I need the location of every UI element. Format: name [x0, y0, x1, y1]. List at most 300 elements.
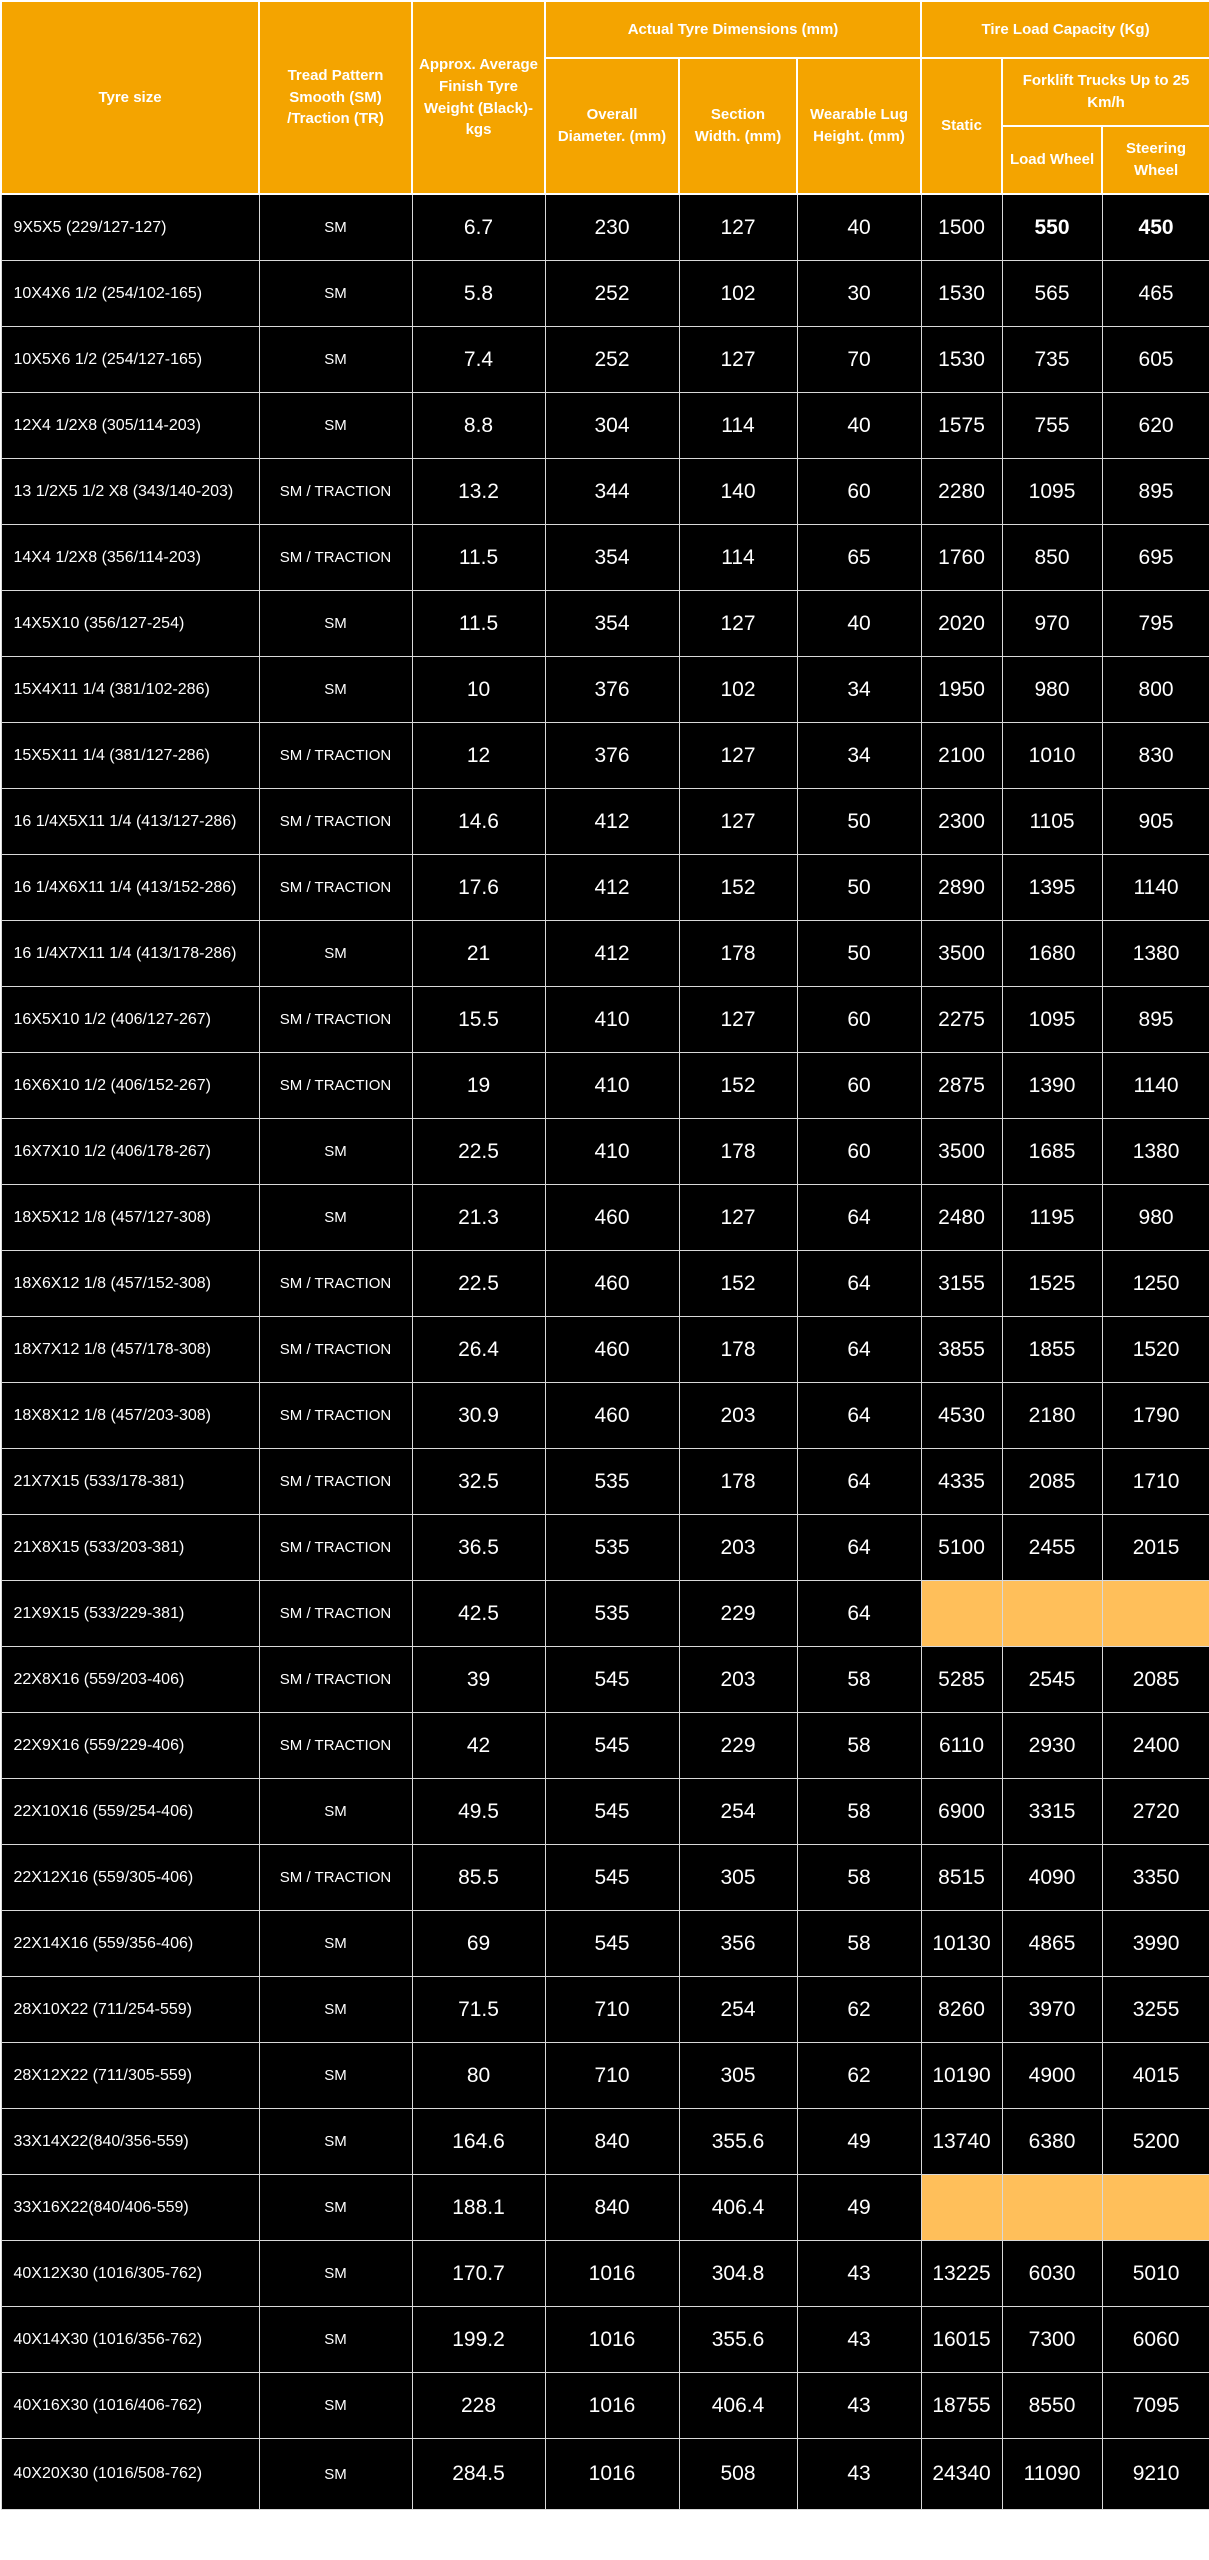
cell-overall-diameter: 535: [545, 1581, 679, 1647]
cell-steering-wheel: 830: [1102, 723, 1209, 789]
cell-load-wheel: 1010: [1002, 723, 1102, 789]
cell-static: 1760: [921, 525, 1002, 591]
cell-lug-height: 60: [797, 459, 921, 525]
header-steering-wheel: Steering Wheel: [1102, 126, 1209, 194]
table-row: [1, 1119, 1209, 1185]
cell-steering-wheel: 450: [1102, 194, 1209, 261]
cell-static: [921, 2175, 1002, 2241]
cell-tyre-size: 18X8X12 1/8 (457/203-308): [1, 1383, 259, 1449]
cell-section-width: 127: [679, 723, 797, 789]
cell-lug-height: 50: [797, 921, 921, 987]
table-header: [1, 1, 1209, 194]
cell-load-wheel: 1680: [1002, 921, 1102, 987]
cell-steering-wheel: 2400: [1102, 1713, 1209, 1779]
cell-weight: 164.6: [412, 2109, 545, 2175]
cell-section-width: 304.8: [679, 2241, 797, 2307]
cell-steering-wheel: 1790: [1102, 1383, 1209, 1449]
cell-overall-diameter: 1016: [545, 2373, 679, 2439]
cell-steering-wheel: 6060: [1102, 2307, 1209, 2373]
cell-load-wheel: [1002, 2175, 1102, 2241]
cell-static: 4530: [921, 1383, 1002, 1449]
cell-static: 2875: [921, 1053, 1002, 1119]
cell-steering-wheel: 620: [1102, 393, 1209, 459]
cell-steering-wheel: 1140: [1102, 1053, 1209, 1119]
cell-section-width: 355.6: [679, 2109, 797, 2175]
cell-static: 2275: [921, 987, 1002, 1053]
cell-tyre-size: 22X14X16 (559/356-406): [1, 1911, 259, 1977]
cell-load-wheel: [1002, 1581, 1102, 1647]
cell-tyre-size: 16 1/4X5X11 1/4 (413/127-286): [1, 789, 259, 855]
table-row: [1, 1053, 1209, 1119]
cell-overall-diameter: 410: [545, 987, 679, 1053]
table-row: [1, 1449, 1209, 1515]
cell-lug-height: 50: [797, 789, 921, 855]
cell-steering-wheel: 1250: [1102, 1251, 1209, 1317]
cell-lug-height: 62: [797, 1977, 921, 2043]
cell-load-wheel: 1195: [1002, 1185, 1102, 1251]
header-static: Static: [921, 58, 1002, 194]
cell-tread-pattern: SM: [259, 2307, 412, 2373]
cell-weight: 188.1: [412, 2175, 545, 2241]
cell-section-width: 114: [679, 393, 797, 459]
cell-overall-diameter: 460: [545, 1383, 679, 1449]
table-row: [1, 2373, 1209, 2439]
cell-static: [921, 1581, 1002, 1647]
header-forklift: Forklift Trucks Up to 25 Km/h: [1002, 58, 1209, 126]
cell-lug-height: 58: [797, 1647, 921, 1713]
cell-static: 1950: [921, 657, 1002, 723]
cell-load-wheel: 755: [1002, 393, 1102, 459]
cell-tread-pattern: SM: [259, 194, 412, 261]
cell-tyre-size: 14X5X10 (356/127-254): [1, 591, 259, 657]
cell-weight: 284.5: [412, 2439, 545, 2510]
cell-tyre-size: 16X6X10 1/2 (406/152-267): [1, 1053, 259, 1119]
cell-overall-diameter: 354: [545, 525, 679, 591]
cell-section-width: 127: [679, 591, 797, 657]
cell-lug-height: 50: [797, 855, 921, 921]
cell-weight: 21.3: [412, 1185, 545, 1251]
cell-static: 1575: [921, 393, 1002, 459]
cell-load-wheel: 2085: [1002, 1449, 1102, 1515]
table-row: [1, 1317, 1209, 1383]
cell-tread-pattern: SM: [259, 2109, 412, 2175]
cell-tread-pattern: SM / TRACTION: [259, 987, 412, 1053]
cell-steering-wheel: 4015: [1102, 2043, 1209, 2109]
cell-tread-pattern: SM / TRACTION: [259, 1383, 412, 1449]
cell-weight: 11.5: [412, 591, 545, 657]
cell-tyre-size: 33X14X22(840/356-559): [1, 2109, 259, 2175]
cell-section-width: 127: [679, 789, 797, 855]
cell-tyre-size: 13 1/2X5 1/2 X8 (343/140-203): [1, 459, 259, 525]
cell-lug-height: 60: [797, 1119, 921, 1185]
cell-static: 10190: [921, 2043, 1002, 2109]
table-row: [1, 2439, 1209, 2510]
cell-steering-wheel: 1520: [1102, 1317, 1209, 1383]
cell-section-width: 127: [679, 1185, 797, 1251]
cell-load-wheel: 970: [1002, 591, 1102, 657]
cell-load-wheel: 735: [1002, 327, 1102, 393]
cell-section-width: 355.6: [679, 2307, 797, 2373]
cell-overall-diameter: 354: [545, 591, 679, 657]
cell-load-wheel: 1685: [1002, 1119, 1102, 1185]
cell-overall-diameter: 545: [545, 1713, 679, 1779]
table-row: [1, 2307, 1209, 2373]
cell-weight: 6.7: [412, 194, 545, 261]
cell-load-wheel: 6030: [1002, 2241, 1102, 2307]
cell-overall-diameter: 710: [545, 2043, 679, 2109]
cell-lug-height: 64: [797, 1515, 921, 1581]
cell-static: 1500: [921, 194, 1002, 261]
cell-weight: 7.4: [412, 327, 545, 393]
cell-section-width: 102: [679, 657, 797, 723]
cell-tyre-size: 10X5X6 1/2 (254/127-165): [1, 327, 259, 393]
cell-overall-diameter: 252: [545, 327, 679, 393]
cell-lug-height: 30: [797, 261, 921, 327]
table-row: [1, 1251, 1209, 1317]
cell-section-width: 203: [679, 1383, 797, 1449]
cell-load-wheel: 850: [1002, 525, 1102, 591]
cell-static: 5285: [921, 1647, 1002, 1713]
table-row: [1, 789, 1209, 855]
cell-static: 5100: [921, 1515, 1002, 1581]
header-tyre-size: Tyre size: [1, 1, 259, 194]
cell-lug-height: 34: [797, 657, 921, 723]
cell-tyre-size: 10X4X6 1/2 (254/102-165): [1, 261, 259, 327]
cell-section-width: 254: [679, 1779, 797, 1845]
cell-overall-diameter: 412: [545, 855, 679, 921]
cell-load-wheel: 1095: [1002, 459, 1102, 525]
cell-tread-pattern: SM: [259, 1911, 412, 1977]
cell-tyre-size: 12X4 1/2X8 (305/114-203): [1, 393, 259, 459]
cell-lug-height: 43: [797, 2439, 921, 2510]
cell-steering-wheel: 2015: [1102, 1515, 1209, 1581]
cell-tyre-size: 16X5X10 1/2 (406/127-267): [1, 987, 259, 1053]
cell-tyre-size: 22X10X16 (559/254-406): [1, 1779, 259, 1845]
cell-steering-wheel: 1380: [1102, 921, 1209, 987]
table-row: [1, 2043, 1209, 2109]
cell-section-width: 229: [679, 1581, 797, 1647]
table-row: [1, 2241, 1209, 2307]
cell-lug-height: 40: [797, 194, 921, 261]
cell-section-width: 305: [679, 1845, 797, 1911]
cell-lug-height: 64: [797, 1185, 921, 1251]
cell-tread-pattern: SM / TRACTION: [259, 1449, 412, 1515]
cell-tread-pattern: SM / TRACTION: [259, 789, 412, 855]
cell-static: 3500: [921, 1119, 1002, 1185]
cell-tyre-size: 22X9X16 (559/229-406): [1, 1713, 259, 1779]
cell-steering-wheel: 605: [1102, 327, 1209, 393]
cell-overall-diameter: 410: [545, 1119, 679, 1185]
cell-section-width: 203: [679, 1515, 797, 1581]
cell-overall-diameter: 1016: [545, 2439, 679, 2510]
cell-weight: 30.9: [412, 1383, 545, 1449]
cell-static: 2890: [921, 855, 1002, 921]
cell-steering-wheel: 3990: [1102, 1911, 1209, 1977]
cell-lug-height: 58: [797, 1845, 921, 1911]
cell-lug-height: 43: [797, 2307, 921, 2373]
cell-load-wheel: 1855: [1002, 1317, 1102, 1383]
cell-load-wheel: 6380: [1002, 2109, 1102, 2175]
cell-tread-pattern: SM / TRACTION: [259, 1053, 412, 1119]
cell-tyre-size: 16 1/4X6X11 1/4 (413/152-286): [1, 855, 259, 921]
table-row: [1, 2175, 1209, 2241]
cell-tread-pattern: SM: [259, 921, 412, 987]
cell-tread-pattern: SM / TRACTION: [259, 459, 412, 525]
cell-tyre-size: 15X4X11 1/4 (381/102-286): [1, 657, 259, 723]
cell-load-wheel: 7300: [1002, 2307, 1102, 2373]
table-row: [1, 1779, 1209, 1845]
cell-static: 8515: [921, 1845, 1002, 1911]
cell-overall-diameter: 535: [545, 1515, 679, 1581]
table-row: [1, 591, 1209, 657]
cell-overall-diameter: 545: [545, 1911, 679, 1977]
cell-weight: 42.5: [412, 1581, 545, 1647]
cell-overall-diameter: 460: [545, 1185, 679, 1251]
cell-tread-pattern: SM: [259, 1119, 412, 1185]
cell-lug-height: 64: [797, 1383, 921, 1449]
cell-weight: 10: [412, 657, 545, 723]
cell-load-wheel: 1395: [1002, 855, 1102, 921]
cell-overall-diameter: 545: [545, 1647, 679, 1713]
cell-steering-wheel: [1102, 2175, 1209, 2241]
cell-static: 6110: [921, 1713, 1002, 1779]
cell-tread-pattern: SM: [259, 261, 412, 327]
cell-lug-height: 58: [797, 1779, 921, 1845]
header-actual-dimensions: Actual Tyre Dimensions (mm): [545, 1, 921, 58]
cell-load-wheel: 4865: [1002, 1911, 1102, 1977]
cell-weight: 36.5: [412, 1515, 545, 1581]
cell-overall-diameter: 545: [545, 1845, 679, 1911]
cell-weight: 170.7: [412, 2241, 545, 2307]
cell-load-wheel: 8550: [1002, 2373, 1102, 2439]
cell-section-width: 178: [679, 921, 797, 987]
cell-weight: 49.5: [412, 1779, 545, 1845]
cell-static: 2100: [921, 723, 1002, 789]
cell-steering-wheel: 695: [1102, 525, 1209, 591]
cell-load-wheel: 2545: [1002, 1647, 1102, 1713]
cell-static: 2020: [921, 591, 1002, 657]
cell-overall-diameter: 460: [545, 1317, 679, 1383]
cell-tyre-size: 40X14X30 (1016/356-762): [1, 2307, 259, 2373]
cell-tread-pattern: SM / TRACTION: [259, 1713, 412, 1779]
cell-static: 18755: [921, 2373, 1002, 2439]
table-row: [1, 1713, 1209, 1779]
cell-static: 24340: [921, 2439, 1002, 2510]
cell-lug-height: 62: [797, 2043, 921, 2109]
cell-steering-wheel: 2085: [1102, 1647, 1209, 1713]
cell-overall-diameter: 304: [545, 393, 679, 459]
cell-weight: 11.5: [412, 525, 545, 591]
cell-weight: 17.6: [412, 855, 545, 921]
cell-steering-wheel: 7095: [1102, 2373, 1209, 2439]
cell-tyre-size: 14X4 1/2X8 (356/114-203): [1, 525, 259, 591]
cell-overall-diameter: 545: [545, 1779, 679, 1845]
cell-static: 3500: [921, 921, 1002, 987]
cell-steering-wheel: 2720: [1102, 1779, 1209, 1845]
cell-load-wheel: 1525: [1002, 1251, 1102, 1317]
cell-lug-height: 58: [797, 1713, 921, 1779]
cell-section-width: 152: [679, 855, 797, 921]
cell-overall-diameter: 376: [545, 723, 679, 789]
table-row: [1, 1845, 1209, 1911]
cell-overall-diameter: 460: [545, 1251, 679, 1317]
cell-section-width: 102: [679, 261, 797, 327]
cell-overall-diameter: 252: [545, 261, 679, 327]
header-overall-diameter: Overall Diameter. (mm): [545, 58, 679, 194]
header-lug-height: Wearable Lug Height. (mm): [797, 58, 921, 194]
cell-weight: 32.5: [412, 1449, 545, 1515]
cell-tyre-size: 21X9X15 (533/229-381): [1, 1581, 259, 1647]
cell-weight: 80: [412, 2043, 545, 2109]
cell-weight: 5.8: [412, 261, 545, 327]
table-row: [1, 1911, 1209, 1977]
cell-tyre-size: 22X12X16 (559/305-406): [1, 1845, 259, 1911]
cell-lug-height: 58: [797, 1911, 921, 1977]
table-row: [1, 723, 1209, 789]
cell-lug-height: 64: [797, 1317, 921, 1383]
cell-steering-wheel: 3350: [1102, 1845, 1209, 1911]
table-row: [1, 657, 1209, 723]
cell-steering-wheel: 895: [1102, 459, 1209, 525]
table-row: [1, 194, 1209, 261]
cell-section-width: 356: [679, 1911, 797, 1977]
cell-load-wheel: 550: [1002, 194, 1102, 261]
cell-weight: 199.2: [412, 2307, 545, 2373]
cell-steering-wheel: 5200: [1102, 2109, 1209, 2175]
header-tread-pattern: Tread Pattern Smooth (SM) /Traction (TR): [259, 1, 412, 194]
cell-static: 3855: [921, 1317, 1002, 1383]
cell-tread-pattern: SM / TRACTION: [259, 1515, 412, 1581]
cell-weight: 14.6: [412, 789, 545, 855]
cell-static: 2480: [921, 1185, 1002, 1251]
cell-section-width: 305: [679, 2043, 797, 2109]
cell-tread-pattern: SM: [259, 2043, 412, 2109]
table-row: [1, 261, 1209, 327]
cell-weight: 13.2: [412, 459, 545, 525]
cell-tyre-size: 21X7X15 (533/178-381): [1, 1449, 259, 1515]
cell-tyre-size: 18X5X12 1/8 (457/127-308): [1, 1185, 259, 1251]
cell-weight: 15.5: [412, 987, 545, 1053]
cell-tyre-size: 15X5X11 1/4 (381/127-286): [1, 723, 259, 789]
cell-overall-diameter: 1016: [545, 2307, 679, 2373]
cell-overall-diameter: 1016: [545, 2241, 679, 2307]
cell-section-width: 178: [679, 1119, 797, 1185]
cell-steering-wheel: 1710: [1102, 1449, 1209, 1515]
cell-steering-wheel: 465: [1102, 261, 1209, 327]
cell-static: 1530: [921, 261, 1002, 327]
cell-weight: 12: [412, 723, 545, 789]
cell-overall-diameter: 535: [545, 1449, 679, 1515]
cell-overall-diameter: 344: [545, 459, 679, 525]
table-row: [1, 987, 1209, 1053]
cell-lug-height: 40: [797, 591, 921, 657]
cell-steering-wheel: 1140: [1102, 855, 1209, 921]
table-row: [1, 393, 1209, 459]
table-row: [1, 921, 1209, 987]
cell-tread-pattern: SM: [259, 393, 412, 459]
cell-steering-wheel: 3255: [1102, 1977, 1209, 2043]
header-section-width: Section Width. (mm): [679, 58, 797, 194]
cell-tyre-size: 21X8X15 (533/203-381): [1, 1515, 259, 1581]
cell-tyre-size: 28X12X22 (711/305-559): [1, 2043, 259, 2109]
cell-steering-wheel: 5010: [1102, 2241, 1209, 2307]
cell-load-wheel: 3970: [1002, 1977, 1102, 2043]
cell-load-wheel: 3315: [1002, 1779, 1102, 1845]
cell-load-wheel: 4090: [1002, 1845, 1102, 1911]
cell-section-width: 178: [679, 1449, 797, 1515]
cell-overall-diameter: 412: [545, 789, 679, 855]
cell-tyre-size: 18X6X12 1/8 (457/152-308): [1, 1251, 259, 1317]
cell-load-wheel: 2455: [1002, 1515, 1102, 1581]
cell-tyre-size: 40X12X30 (1016/305-762): [1, 2241, 259, 2307]
table-row: [1, 1515, 1209, 1581]
cell-steering-wheel: 905: [1102, 789, 1209, 855]
cell-tyre-size: 28X10X22 (711/254-559): [1, 1977, 259, 2043]
table-row: [1, 1383, 1209, 1449]
table-row: [1, 1647, 1209, 1713]
cell-static: 6900: [921, 1779, 1002, 1845]
cell-lug-height: 40: [797, 393, 921, 459]
cell-section-width: 406.4: [679, 2373, 797, 2439]
cell-tyre-size: 16 1/4X7X11 1/4 (413/178-286): [1, 921, 259, 987]
cell-tread-pattern: SM: [259, 657, 412, 723]
table-row: [1, 855, 1209, 921]
cell-lug-height: 49: [797, 2175, 921, 2241]
cell-steering-wheel: 895: [1102, 987, 1209, 1053]
cell-overall-diameter: 410: [545, 1053, 679, 1119]
cell-static: 10130: [921, 1911, 1002, 1977]
cell-weight: 228: [412, 2373, 545, 2439]
cell-section-width: 203: [679, 1647, 797, 1713]
cell-tread-pattern: SM / TRACTION: [259, 723, 412, 789]
cell-section-width: 152: [679, 1053, 797, 1119]
cell-tread-pattern: SM / TRACTION: [259, 1317, 412, 1383]
cell-load-wheel: 565: [1002, 261, 1102, 327]
cell-load-wheel: 2930: [1002, 1713, 1102, 1779]
cell-weight: 8.8: [412, 393, 545, 459]
cell-static: 2280: [921, 459, 1002, 525]
cell-tread-pattern: SM: [259, 1779, 412, 1845]
cell-load-wheel: 1095: [1002, 987, 1102, 1053]
cell-static: 3155: [921, 1251, 1002, 1317]
cell-tread-pattern: SM / TRACTION: [259, 1845, 412, 1911]
cell-weight: 39: [412, 1647, 545, 1713]
cell-tyre-size: 40X20X30 (1016/508-762): [1, 2439, 259, 2510]
table-row: [1, 1581, 1209, 1647]
cell-weight: 22.5: [412, 1251, 545, 1317]
cell-weight: 26.4: [412, 1317, 545, 1383]
cell-load-wheel: 1390: [1002, 1053, 1102, 1119]
cell-lug-height: 49: [797, 2109, 921, 2175]
table-row: [1, 525, 1209, 591]
cell-weight: 21: [412, 921, 545, 987]
cell-tyre-size: 40X16X30 (1016/406-762): [1, 2373, 259, 2439]
cell-section-width: 178: [679, 1317, 797, 1383]
cell-load-wheel: 11090: [1002, 2439, 1102, 2510]
cell-section-width: 406.4: [679, 2175, 797, 2241]
cell-tread-pattern: SM: [259, 591, 412, 657]
cell-section-width: 152: [679, 1251, 797, 1317]
header-load-capacity: Tire Load Capacity (Kg): [921, 1, 1209, 58]
cell-section-width: 140: [679, 459, 797, 525]
table-row: [1, 327, 1209, 393]
cell-lug-height: 70: [797, 327, 921, 393]
cell-static: 1530: [921, 327, 1002, 393]
cell-lug-height: 64: [797, 1251, 921, 1317]
cell-tread-pattern: SM / TRACTION: [259, 855, 412, 921]
cell-static: 8260: [921, 1977, 1002, 2043]
cell-tread-pattern: SM / TRACTION: [259, 1581, 412, 1647]
